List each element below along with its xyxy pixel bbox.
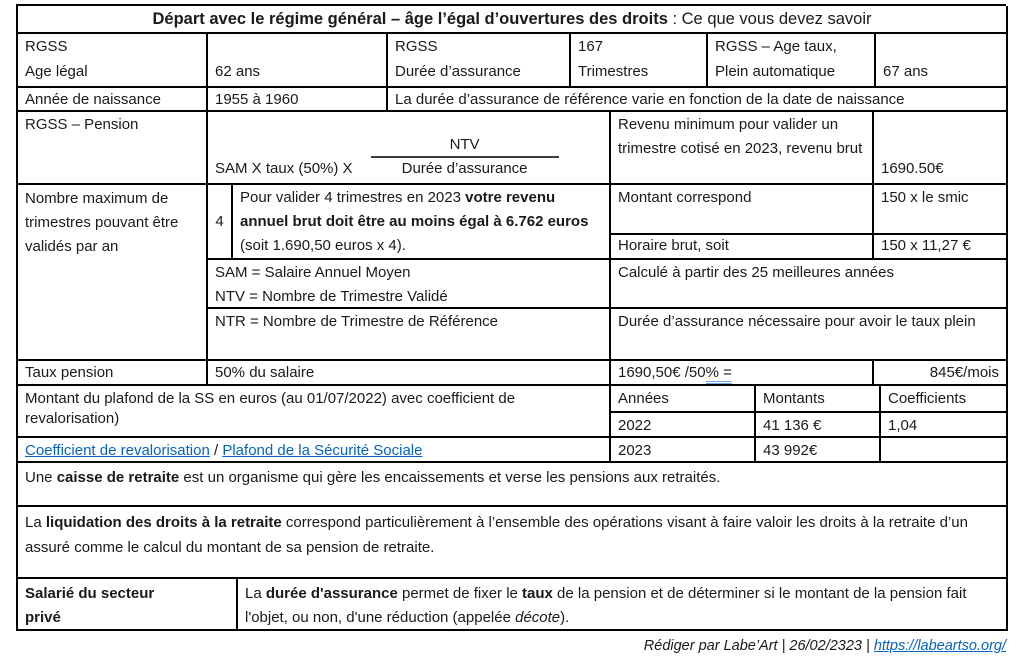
montant-correspond-label-cell: Montant correspond: [611, 185, 874, 235]
formula-fraction: [371, 134, 559, 179]
annees-header-cell: Années: [611, 386, 756, 413]
salarie-text-part4: ).: [560, 609, 570, 626]
liquidation-text-bold: liquidation des droits à la retraite: [45, 514, 282, 531]
footer-text: Rédiger par Labe’Art | 26/02/2323 |: [643, 638, 874, 654]
trimestres-section: [18, 185, 1008, 361]
salarie-label: Salarié du secteur privé: [25, 585, 155, 626]
montant-2023-cell: 43 992€: [756, 438, 881, 463]
trimestres-label: Trimestres: [578, 63, 649, 80]
main-table: [16, 4, 1006, 631]
annee-2022-cell: 2022: [611, 413, 756, 438]
duree-assurance-label: Durée d’assurance: [395, 63, 521, 80]
taux-pension-row: [18, 361, 1008, 386]
salarie-text-bold2: taux: [522, 585, 553, 602]
plafond-securite-sociale-link[interactable]: Plafond de la Sécurité Sociale: [222, 442, 423, 459]
trimestres-value-cell: [571, 34, 708, 88]
revenu-minimum-label-cell: Revenu minimum pour valider un trimestre cotisé en 2023, revenu brut: [611, 112, 874, 185]
montant-2022-cell: 41 136 €: [756, 413, 881, 438]
ntr-definition-cell: NTR = Nombre de Trimestre de Référence: [208, 309, 611, 361]
trimestres-count: 167: [578, 38, 604, 55]
sam-definition: SAM = Salaire Annuel Moyen: [215, 264, 411, 281]
taux-result-cell: 845€/mois: [874, 361, 1008, 386]
age-header-row: [18, 34, 1008, 88]
retirement-info-document: [16, 4, 1008, 654]
title-row: [18, 6, 1008, 34]
sam-ntv-definitions-cell: [208, 260, 611, 309]
horaire-brut-value-cell: 150 x 11,27 €: [874, 235, 1008, 260]
duree-assurance-text-cell: [238, 579, 1008, 631]
rgss-age-legal-label-cell: [18, 34, 208, 88]
formula-prefix: SAM X taux (50%) X: [215, 160, 353, 177]
valider-trimestres-text-cell: [233, 185, 611, 260]
trimestres-count-cell: 4: [208, 185, 233, 260]
caisse-retraite-text-cell: [18, 463, 1008, 507]
liquidation-text-part1: La: [25, 514, 46, 531]
plafond-ss-section: [18, 386, 1008, 463]
duree-taux-plein-cell: Durée d’assurance nécessaire pour avoir le taux plein: [611, 309, 1008, 361]
montants-header-cell: Montants: [756, 386, 881, 413]
title-regular-text: : Ce que vous devez savoir: [667, 10, 872, 28]
title-bold-text: Départ avec le régime général – âge l’égal d’ouvertures des droits: [152, 10, 668, 28]
grammar-check-underline: % =: [706, 364, 732, 384]
rgss-label: RGSS: [25, 38, 68, 55]
liquidation-text-part2: correspond particulièrement à l’ensemble des opérations visant à faire valoir les droits à la retraite d’un assuré comme le calcul du montant de sa pension de retraite.: [25, 514, 968, 556]
rgss-duree-label-cell: [388, 34, 571, 88]
plein-automatique-label: Plein automatique: [715, 63, 836, 80]
revalorisation-links-cell: [18, 438, 611, 463]
rgss-age-taux-label: RGSS – Age taux,: [715, 38, 837, 55]
revenu-minimum-value-cell: [874, 112, 1008, 185]
ntv-definition: NTV = Nombre de Trimestre Validé: [215, 288, 448, 305]
liquidation-row: [18, 507, 1008, 579]
montant-correspond-value-cell: 150 x le smic: [874, 185, 1008, 235]
age-taux-plein-value-cell: [876, 34, 1008, 88]
naissance-row: [18, 88, 1008, 112]
valid-text-part2: (soit 1.690,50 euros x 4).: [240, 237, 406, 254]
fraction-denominator: Durée d’assurance: [401, 160, 528, 177]
age-legal-label: Age légal: [25, 63, 88, 80]
plafond-ss-label-cell: Montant du plafond de la SS en euros (au 01/07/2022) avec coefficient de revalorisation): [18, 386, 611, 438]
age-taux-plein-value: 67 ans: [883, 63, 929, 80]
taux-calcul-cell: [611, 361, 874, 386]
nombre-max-trimestres-cell: Nombre maximum de trimestres pouvant être validés par an: [18, 185, 208, 361]
naissance-value-cell: 1955 à 1960: [208, 88, 388, 112]
labeartso-link[interactable]: https://labeartso.org/: [873, 638, 1006, 654]
footer-credit: [16, 638, 1006, 654]
caisse-retraite-row: [18, 463, 1008, 507]
link-separator: /: [209, 442, 223, 459]
salarie-row: [18, 579, 1008, 631]
pension-formula-cell: [208, 112, 611, 185]
horaire-brut-label-cell: Horaire brut, soit: [611, 235, 874, 260]
salarie-label-cell: [18, 579, 238, 631]
annee-2023-cell: 2023: [611, 438, 756, 463]
pension-label-cell: RGSS – Pension: [18, 112, 208, 185]
age-legal-value-cell: [208, 34, 388, 88]
valid-text-bold: votre revenu annuel brut doit être au moins égal à 6.762 euros: [240, 189, 589, 230]
page-title: [18, 6, 1008, 34]
caisse-text-part2: est un organisme qui gère les encaissements et verse les pensions aux retraités.: [179, 469, 721, 486]
coefficient-revalorisation-link[interactable]: Coefficient de revalorisation: [25, 442, 210, 459]
age-legal-value: 62 ans: [215, 63, 261, 80]
taux-calc-text: 1690,50€ /50: [618, 364, 706, 381]
age-taux-plein-label-cell: [708, 34, 876, 88]
coefficient-2023-cell: [881, 438, 1008, 463]
calcule-25-annees-cell: Calculé à partir des 25 meilleures années: [611, 260, 1008, 309]
caisse-text-part1: Une: [25, 469, 57, 486]
naissance-label-cell: Année de naissance: [18, 88, 208, 112]
salarie-text-part2: permet de fixer le: [397, 585, 523, 602]
rgss-label-2: RGSS: [395, 38, 438, 55]
salarie-text-italic: décote: [515, 609, 561, 626]
salarie-text-part1: La: [245, 585, 266, 602]
caisse-text-bold: caisse de retraite: [56, 469, 180, 486]
salarie-text-part3: de la pension et de déterminer si le montant de la pension fait l'objet, ou non, d'une réduction (appelée: [245, 585, 967, 626]
pension-formula-row: [18, 112, 1008, 185]
fraction-numerator: NTV: [371, 134, 559, 158]
taux-pension-value-cell: 50% du salaire: [208, 361, 611, 386]
taux-pension-label-cell: Taux pension: [18, 361, 208, 386]
coefficient-2022-cell: 1,04: [881, 413, 1008, 438]
naissance-note-cell: La durée d’assurance de référence varie en fonction de la date de naissance: [388, 88, 1008, 112]
coefficients-header-cell: Coefficients: [881, 386, 1008, 413]
liquidation-text-cell: [18, 507, 1008, 579]
salarie-text-bold1: durée d'assurance: [265, 585, 398, 602]
valid-text-part1: Pour valider 4 trimestres en 2023: [240, 189, 466, 206]
revenu-minimum-value: 1690.50€: [881, 160, 944, 177]
